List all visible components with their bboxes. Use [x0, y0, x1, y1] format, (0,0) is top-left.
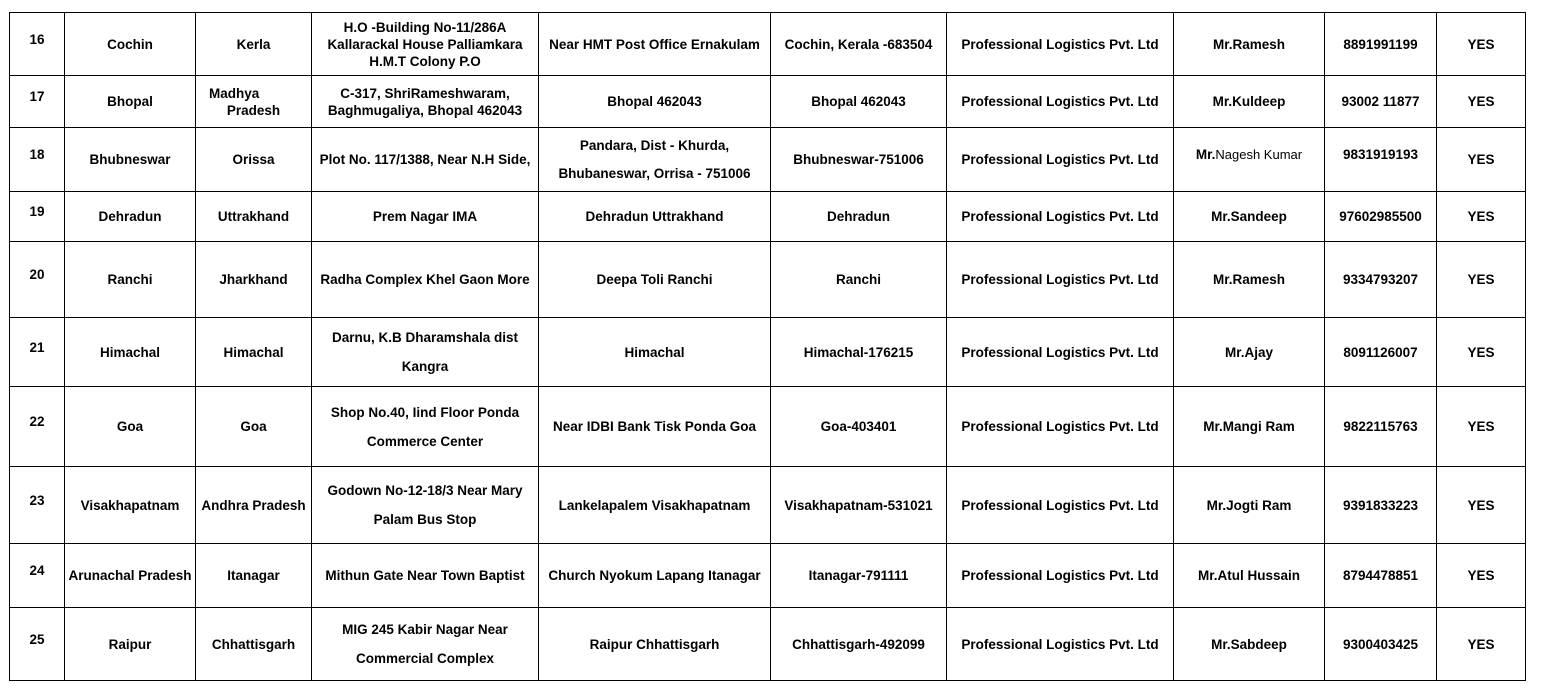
- state-cell: [196, 387, 312, 467]
- row-number: [10, 76, 65, 128]
- company-cell: [947, 544, 1174, 608]
- status-badge: YES: [1467, 94, 1495, 109]
- address-cell: [312, 76, 539, 128]
- contact-person-cell: [1174, 242, 1325, 318]
- company-cell: [947, 608, 1174, 681]
- state-line: Madhya: [209, 85, 260, 101]
- phone-cell: [1325, 544, 1437, 608]
- state-cell: [196, 544, 312, 608]
- status-badge: YES: [1467, 344, 1495, 360]
- company-text: Professional Logistics Pvt. Ltd: [961, 568, 1159, 583]
- state-cell: [196, 467, 312, 544]
- city-text: Visakhapatnam: [80, 497, 180, 513]
- company-cell: [947, 192, 1174, 242]
- row-number-text: 16: [29, 31, 45, 47]
- pincode-text: Bhopal 462043: [811, 94, 906, 109]
- row-number-text: 23: [29, 492, 45, 508]
- phone-cell: [1325, 13, 1437, 76]
- row-number: [10, 192, 65, 242]
- landmark-cell: [539, 13, 771, 76]
- landmark-line: Near HMT Post Office Ernakulam: [549, 36, 760, 52]
- contact-person-cell: [1174, 387, 1325, 467]
- landmark-line: Deepa Toli Ranchi: [596, 272, 713, 287]
- contact-prefix: Mr.Jogti Ram: [1206, 497, 1292, 513]
- address-line: Prem Nagar IMA: [372, 209, 478, 224]
- status-cell: [1437, 318, 1526, 387]
- table-row: [10, 318, 1526, 387]
- landmark-line: Pandara, Dist - Khurda,: [579, 137, 730, 153]
- address-cell: [312, 192, 539, 242]
- company-cell: [947, 13, 1174, 76]
- pincode-cell: [771, 544, 947, 608]
- company-cell: [947, 76, 1174, 128]
- landmark-line: Near IDBI Bank Tisk Ponda Goa: [552, 419, 757, 434]
- state-cell: [196, 318, 312, 387]
- phone-text: 9300403425: [1342, 636, 1419, 652]
- row-number-text: 21: [29, 339, 45, 355]
- pincode-text: Cochin, Kerala -683504: [784, 36, 933, 52]
- landmark-cell: [539, 387, 771, 467]
- contact-prefix: Mr.Sabdeep: [1211, 636, 1287, 652]
- address-line: Godown No-12-18/3 Near Mary: [327, 483, 523, 498]
- state-line: Jharkhand: [219, 272, 288, 287]
- contact-prefix: Mr.Sandeep: [1211, 209, 1287, 224]
- company-text: Professional Logistics Pvt. Ltd: [961, 36, 1159, 52]
- status-cell: [1437, 192, 1526, 242]
- contact-person-cell: [1174, 467, 1325, 544]
- contact-prefix: Mr.Atul Hussain: [1197, 568, 1300, 583]
- phone-cell: [1325, 387, 1437, 467]
- city-text: Goa: [116, 419, 144, 434]
- status-badge: YES: [1467, 209, 1495, 224]
- landmark-cell: [539, 242, 771, 318]
- address-cell: [312, 13, 539, 76]
- city-cell: [65, 128, 196, 192]
- contact-person-cell: [1174, 128, 1325, 192]
- contact-prefix: Mr.Ajay: [1224, 344, 1274, 360]
- row-number: [10, 467, 65, 544]
- row-number: [10, 608, 65, 681]
- city-cell: [65, 467, 196, 544]
- city-text: Cochin: [107, 36, 153, 52]
- contact-prefix: Mr.Mangi Ram: [1203, 419, 1295, 434]
- pincode-cell: [771, 387, 947, 467]
- table-row: [10, 242, 1526, 318]
- contact-person-cell: [1174, 192, 1325, 242]
- city-text: Raipur: [108, 636, 152, 652]
- address-cell: [312, 242, 539, 318]
- pincode-cell: [771, 608, 947, 681]
- state-line: Himachal: [223, 344, 284, 360]
- company-cell: [947, 242, 1174, 318]
- contact-name: Nagesh Kumar: [1215, 147, 1303, 162]
- address-cell: [312, 608, 539, 681]
- company-text: Professional Logistics Pvt. Ltd: [961, 497, 1159, 513]
- contact-prefix: Mr.Kuldeep: [1212, 94, 1286, 109]
- company-text: Professional Logistics Pvt. Ltd: [961, 209, 1159, 224]
- status-cell: [1437, 76, 1526, 128]
- table-row: [10, 387, 1526, 467]
- company-cell: [947, 128, 1174, 192]
- phone-text: 9391833223: [1342, 497, 1419, 513]
- status-cell: [1437, 128, 1526, 192]
- state-line: Goa: [240, 419, 267, 434]
- address-cell: [312, 544, 539, 608]
- landmark-cell: [539, 544, 771, 608]
- phone-text: 8794478851: [1342, 568, 1419, 583]
- landmark-line: Raipur Chhattisgarh: [589, 636, 720, 652]
- phone-cell: [1325, 76, 1437, 128]
- pincode-cell: [771, 318, 947, 387]
- city-cell: [65, 608, 196, 681]
- address-cell: [312, 467, 539, 544]
- address-line: MIG 245 Kabir Nagar Near: [342, 622, 508, 637]
- pincode-cell: [771, 467, 947, 544]
- company-text: Professional Logistics Pvt. Ltd: [961, 344, 1159, 360]
- address-cell: [312, 128, 539, 192]
- address-cell: [312, 318, 539, 387]
- contact-person-cell: [1174, 544, 1325, 608]
- state-line: Kerla: [236, 36, 271, 52]
- phone-cell: [1325, 128, 1437, 192]
- status-badge: YES: [1467, 419, 1495, 434]
- status-cell: [1437, 242, 1526, 318]
- landmark-line: Dehradun Uttrakhand: [585, 209, 724, 224]
- pincode-text: Himachal-176215: [803, 344, 914, 360]
- address-cell: [312, 387, 539, 467]
- row-number: [10, 544, 65, 608]
- state-cell: [196, 128, 312, 192]
- status-cell: [1437, 13, 1526, 76]
- phone-text: 9831919193: [1342, 147, 1419, 162]
- address-line: Kallarackal House Palliamkara: [327, 36, 523, 52]
- contact-person-cell: [1174, 76, 1325, 128]
- city-cell: [65, 318, 196, 387]
- address-line: Radha Complex Khel Gaon More: [320, 272, 530, 287]
- table-body: [10, 13, 1526, 681]
- status-cell: [1437, 544, 1526, 608]
- state-line: Uttrakhand: [217, 209, 290, 224]
- phone-text: 8891991199: [1343, 36, 1418, 52]
- table-row: [10, 544, 1526, 608]
- row-number-text: 22: [29, 414, 45, 429]
- contact-prefix: Mr.: [1195, 147, 1216, 162]
- company-text: Professional Logistics Pvt. Ltd: [961, 152, 1159, 167]
- address-line: C-317, ShriRameshwaram,: [340, 85, 510, 101]
- status-badge: YES: [1467, 36, 1495, 52]
- city-text: Bhubneswar: [89, 152, 171, 167]
- city-text: Ranchi: [107, 272, 153, 287]
- company-cell: [947, 467, 1174, 544]
- pincode-text: Visakhapatnam-531021: [784, 497, 933, 513]
- state-cell: [196, 608, 312, 681]
- pincode-cell: [771, 192, 947, 242]
- phone-text: 9334793207: [1342, 272, 1419, 287]
- state-line: Itanagar: [227, 568, 280, 583]
- pincode-text: Itanagar-791111: [808, 568, 909, 583]
- row-number-text: 25: [29, 631, 45, 647]
- row-number: [10, 242, 65, 318]
- company-text: Professional Logistics Pvt. Ltd: [961, 94, 1159, 109]
- address-line: Darnu, K.B Dharamshala dist: [331, 330, 519, 345]
- state-cell: [196, 13, 312, 76]
- landmark-line: Church Nyokum Lapang Itanagar: [548, 568, 761, 583]
- city-cell: [65, 76, 196, 128]
- company-cell: [947, 387, 1174, 467]
- phone-cell: [1325, 608, 1437, 681]
- phone-text: 9822115763: [1343, 419, 1418, 434]
- phone-cell: [1325, 467, 1437, 544]
- row-number-text: 20: [29, 267, 45, 282]
- company-text: Professional Logistics Pvt. Ltd: [961, 636, 1159, 652]
- city-cell: [65, 544, 196, 608]
- address-line: H.O -Building No-11/286A: [343, 19, 507, 35]
- row-number: [10, 128, 65, 192]
- address-line: Mithun Gate Near Town Baptist: [325, 568, 525, 583]
- city-cell: [65, 242, 196, 318]
- state-cell: [196, 192, 312, 242]
- status-badge: YES: [1467, 568, 1495, 583]
- phone-text: 93002 11877: [1341, 94, 1420, 109]
- branch-list-table: [9, 12, 1526, 681]
- phone-text: 97602985500: [1339, 209, 1422, 224]
- contact-person-cell: [1174, 13, 1325, 76]
- status-cell: [1437, 608, 1526, 681]
- pincode-cell: [771, 128, 947, 192]
- table-row: [10, 467, 1526, 544]
- address-line: Plot No. 117/1388, Near N.H Side,: [319, 152, 531, 167]
- landmark-cell: [539, 318, 771, 387]
- landmark-cell: [539, 76, 771, 128]
- pincode-text: Goa-403401: [820, 419, 897, 434]
- pincode-cell: [771, 13, 947, 76]
- phone-cell: [1325, 242, 1437, 318]
- phone-cell: [1325, 318, 1437, 387]
- row-number-text: 19: [29, 204, 45, 219]
- status-cell: [1437, 467, 1526, 544]
- pincode-cell: [771, 242, 947, 318]
- pincode-text: Dehradun: [826, 209, 890, 224]
- pincode-text: Bhubneswar-751006: [793, 152, 924, 167]
- contact-person-cell: [1174, 318, 1325, 387]
- city-cell: [65, 13, 196, 76]
- phone-cell: [1325, 192, 1437, 242]
- city-text: Dehradun: [98, 209, 162, 224]
- status-cell: [1437, 387, 1526, 467]
- landmark-cell: [539, 192, 771, 242]
- landmark-line: Lankelapalem Visakhapatnam: [558, 497, 751, 513]
- state-line: Orissa: [232, 152, 275, 167]
- address-line: Commerce Center: [366, 433, 484, 449]
- state-cell: [196, 76, 312, 128]
- city-cell: [65, 387, 196, 467]
- address-line: Baghmugaliya, Bhopal 462043: [327, 102, 523, 118]
- row-number-text: 17: [29, 89, 45, 104]
- city-text: Bhopal: [107, 94, 153, 109]
- state-line: Pradesh: [226, 102, 281, 118]
- pincode-text: Ranchi: [835, 272, 881, 287]
- status-badge: YES: [1467, 497, 1495, 513]
- landmark-cell: [539, 128, 771, 192]
- contact-person-cell: [1174, 608, 1325, 681]
- table-row: [10, 608, 1526, 681]
- pincode-text: Chhattisgarh-492099: [792, 636, 925, 652]
- row-number: [10, 387, 65, 467]
- phone-text: 8091126007: [1343, 344, 1418, 360]
- company-cell: [947, 318, 1174, 387]
- city-text: Arunachal Pradesh: [68, 568, 192, 583]
- city-cell: [65, 192, 196, 242]
- status-badge: YES: [1467, 272, 1495, 287]
- row-number-text: 24: [29, 563, 45, 578]
- state-line: Andhra Pradesh: [201, 497, 306, 513]
- pincode-cell: [771, 76, 947, 128]
- contact-prefix: Mr.Ramesh: [1212, 272, 1286, 287]
- address-line: H.M.T Colony P.O: [369, 53, 481, 69]
- status-badge: YES: [1467, 636, 1495, 652]
- row-number: [10, 318, 65, 387]
- address-line: Kangra: [401, 359, 449, 374]
- table-row: [10, 76, 1526, 128]
- row-number: [10, 13, 65, 76]
- row-number-text: 18: [29, 147, 45, 162]
- address-line: Palam Bus Stop: [373, 512, 477, 527]
- state-cell: [196, 242, 312, 318]
- status-badge: YES: [1467, 152, 1495, 167]
- contact-prefix: Mr.Ramesh: [1212, 36, 1286, 52]
- address-line: Shop No.40, Iind Floor Ponda: [330, 404, 520, 420]
- city-text: Himachal: [99, 344, 161, 360]
- company-text: Professional Logistics Pvt. Ltd: [961, 419, 1159, 434]
- table-row: [10, 192, 1526, 242]
- landmark-line: Himachal: [624, 344, 685, 360]
- landmark-line: Bhubaneswar, Orrisa - 751006: [558, 165, 751, 181]
- table-row: [10, 13, 1526, 76]
- company-text: Professional Logistics Pvt. Ltd: [961, 272, 1159, 287]
- state-line: Chhattisgarh: [211, 636, 296, 652]
- address-line: Commercial Complex: [355, 651, 495, 666]
- landmark-cell: [539, 608, 771, 681]
- landmark-line: Bhopal 462043: [607, 94, 702, 109]
- table-row: [10, 128, 1526, 192]
- landmark-cell: [539, 467, 771, 544]
